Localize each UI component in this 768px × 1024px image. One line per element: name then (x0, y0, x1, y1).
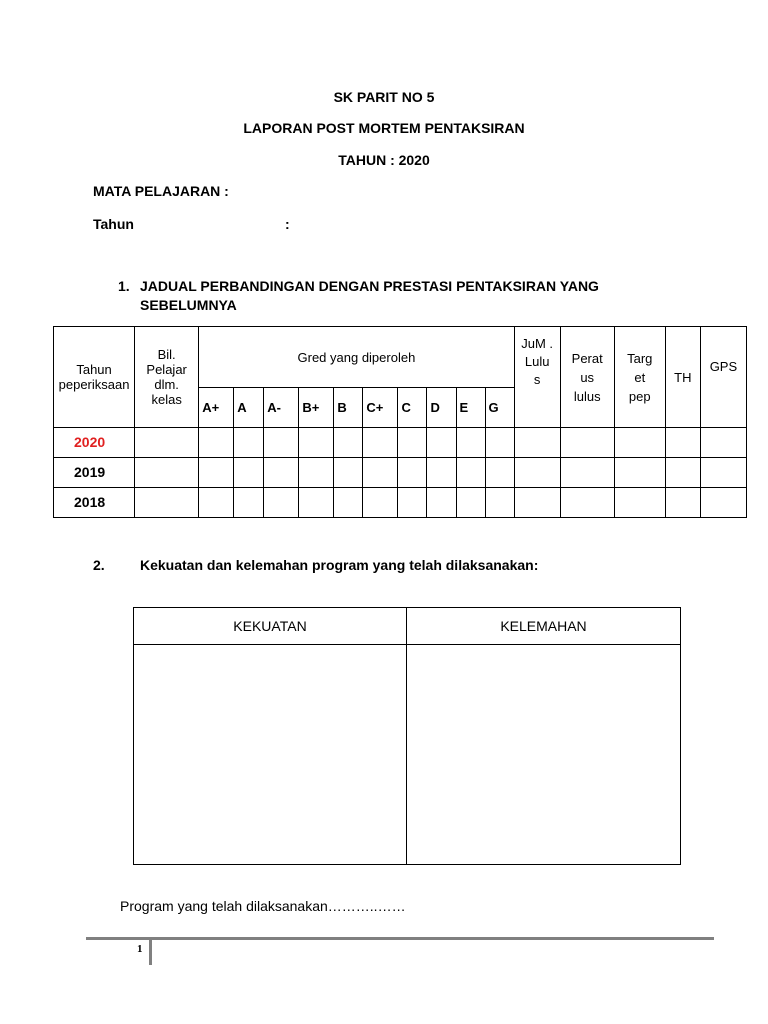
table-cell[interactable] (665, 458, 700, 488)
header-pass-count: JuM . Lulu s (514, 327, 560, 428)
table-cell[interactable] (398, 488, 427, 518)
table-cell[interactable] (700, 488, 746, 518)
program-implemented-line: Program yang telah dilaksanakan………..…… (120, 898, 406, 914)
table-cell[interactable] (234, 428, 264, 458)
table-cell[interactable] (334, 428, 363, 458)
table-cell[interactable] (514, 458, 560, 488)
report-year: TAHUN : 2020 (338, 152, 430, 168)
report-title: LAPORAN POST MORTEM PENTAKSIRAN (243, 120, 525, 136)
row-year-2020: 2020 (54, 428, 135, 458)
table-cell[interactable] (665, 488, 700, 518)
table-cell[interactable] (485, 488, 514, 518)
weaknesses-cell[interactable] (407, 645, 681, 865)
section1-title-line2: SEBELUMNYA (140, 297, 237, 313)
section1-title-line1: JADUAL PERBANDINGAN DENGAN PRESTASI PENTAKSIRAN YANG (140, 278, 599, 294)
row-year-2019: 2019 (54, 458, 135, 488)
header-target: Targ et pep (614, 327, 665, 428)
table-cell[interactable] (560, 458, 614, 488)
table-cell[interactable] (135, 428, 199, 458)
grade-header: C+ (363, 388, 398, 428)
table-cell[interactable] (427, 458, 456, 488)
table-row (54, 488, 747, 518)
footer-vertical-divider (149, 939, 152, 965)
grade-header: A (234, 388, 264, 428)
table-cell[interactable] (614, 488, 665, 518)
grade-header: C (398, 388, 427, 428)
table-cell[interactable] (456, 458, 485, 488)
footer-divider (86, 937, 714, 940)
table-cell[interactable] (427, 488, 456, 518)
table-cell[interactable] (334, 458, 363, 488)
table-cell[interactable] (264, 458, 299, 488)
grade-header: B (334, 388, 363, 428)
strengths-cell[interactable] (134, 645, 407, 865)
table-cell[interactable] (700, 428, 746, 458)
header-gps: GPS (700, 327, 746, 428)
grade-header: A+ (199, 388, 234, 428)
table-row (54, 458, 747, 488)
weaknesses-header: KELEMAHAN (407, 608, 681, 645)
table-cell[interactable] (135, 488, 199, 518)
table-cell[interactable] (199, 458, 234, 488)
table-cell[interactable] (363, 488, 398, 518)
strengths-weaknesses-table (133, 607, 681, 865)
table-cell[interactable] (456, 488, 485, 518)
table-cell[interactable] (427, 428, 456, 458)
year-label: Tahun (93, 216, 134, 232)
header-pass-percent: Perat us lulus (560, 327, 614, 428)
page-number: 1 (137, 943, 143, 955)
row-year-2018: 2018 (54, 488, 135, 518)
table-cell[interactable] (560, 488, 614, 518)
table-cell[interactable] (665, 428, 700, 458)
table-cell[interactable] (398, 428, 427, 458)
table-cell[interactable] (614, 458, 665, 488)
year-colon: : (285, 216, 290, 232)
header-grades-group: Gred yang diperoleh (199, 327, 514, 388)
table-cell[interactable] (199, 488, 234, 518)
table-cell[interactable] (299, 488, 334, 518)
table-cell[interactable] (199, 428, 234, 458)
strengths-header: KEKUATAN (134, 608, 407, 645)
table-cell[interactable] (514, 428, 560, 458)
table-cell[interactable] (614, 428, 665, 458)
grade-header: A- (264, 388, 299, 428)
comparison-table (53, 326, 747, 518)
table-cell[interactable] (234, 488, 264, 518)
table-cell[interactable] (299, 458, 334, 488)
table-cell[interactable] (560, 428, 614, 458)
subject-label: MATA PELAJARAN : (93, 183, 229, 199)
section2-number: 2. (93, 557, 105, 573)
table-cell[interactable] (485, 428, 514, 458)
table-cell[interactable] (485, 458, 514, 488)
table-cell[interactable] (363, 458, 398, 488)
section2-title: Kekuatan dan kelemahan program yang telah dilaksanakan: (140, 557, 539, 573)
table-row (54, 428, 747, 458)
header-th: TH (665, 327, 700, 428)
table-cell[interactable] (135, 458, 199, 488)
table-cell[interactable] (514, 488, 560, 518)
table-cell[interactable] (264, 488, 299, 518)
table-cell[interactable] (700, 458, 746, 488)
grade-header: D (427, 388, 456, 428)
table-cell[interactable] (234, 458, 264, 488)
grade-header: E (456, 388, 485, 428)
table-cell[interactable] (398, 458, 427, 488)
header-student-count: Bil. Pelajar dlm. kelas (135, 327, 199, 428)
table-cell[interactable] (264, 428, 299, 458)
table-cell[interactable] (334, 488, 363, 518)
grade-header: B+ (299, 388, 334, 428)
table-cell[interactable] (363, 428, 398, 458)
table-cell[interactable] (456, 428, 485, 458)
grade-header: G (485, 388, 514, 428)
table-cell[interactable] (299, 428, 334, 458)
school-name: SK PARIT NO 5 (333, 89, 435, 105)
header-exam-year: Tahun peperiksaan (54, 327, 135, 428)
section1-number: 1. (118, 278, 130, 294)
